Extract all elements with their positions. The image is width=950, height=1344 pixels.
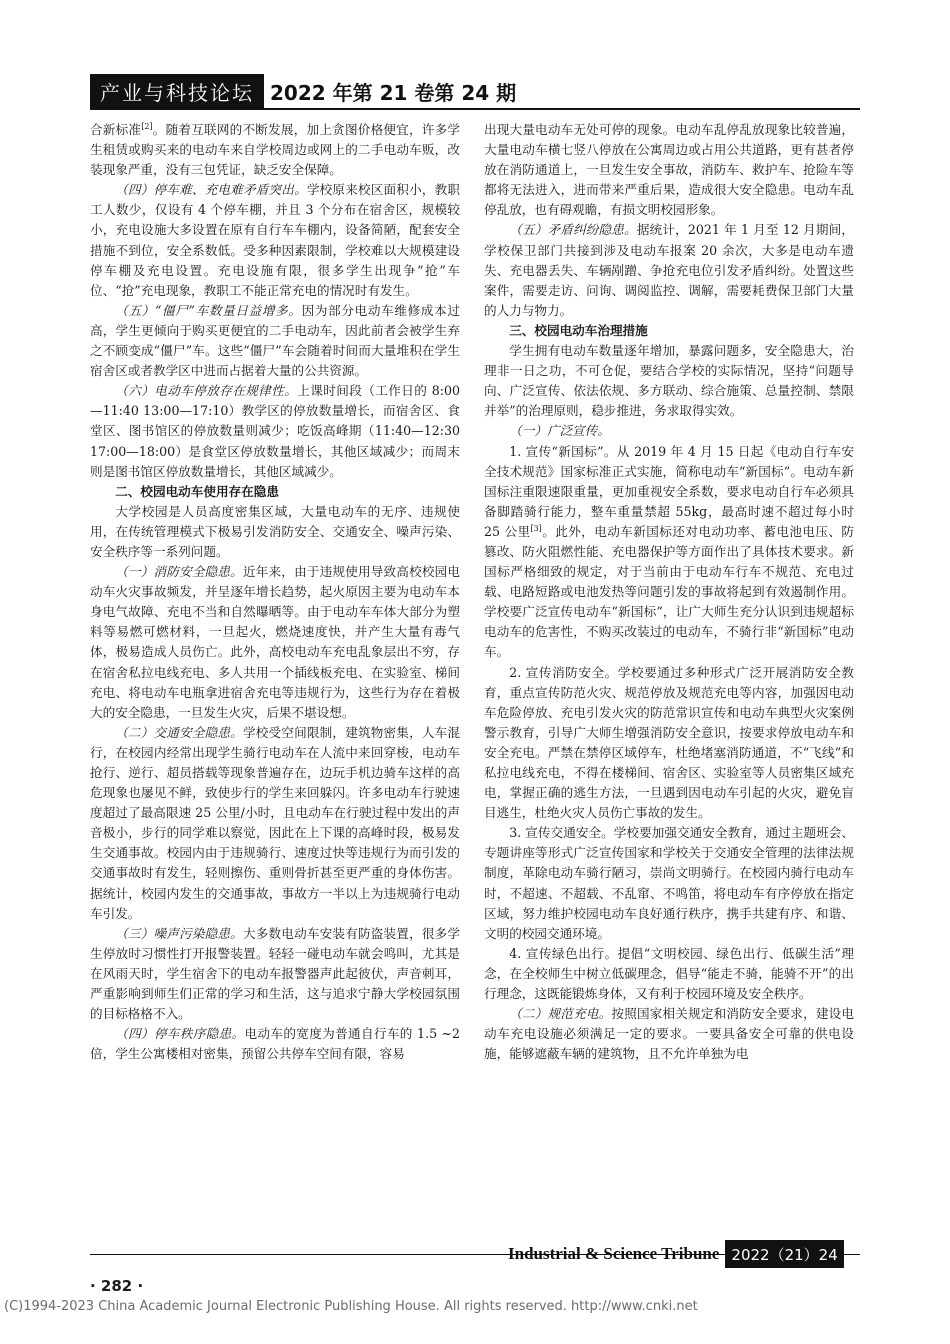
subheading: （三）噪声污染隐患。 xyxy=(115,925,243,941)
footer-issue: 2022（21）24 xyxy=(725,1240,843,1268)
journal-title: 产业与科技论坛 xyxy=(90,74,264,108)
issue-label: 2022 年第 21 卷第 24 期 xyxy=(270,80,517,105)
left-column xyxy=(90,120,460,1064)
paragraph: 4. 宣传绿色出行。提倡“文明校园、绿色出行、低碳生活”理念，在全校师生中树立低碳理念，倡导“能走不骑，能骑不开”的出行理念，这既能锻炼身体，又有利于校园环境及安全秩序。 xyxy=(484,945,854,1002)
section-heading: 二、校园电动车使用存在隐患 xyxy=(115,483,279,499)
subheading: （二）规范充电。 xyxy=(509,1006,612,1022)
paragraph: （一）消防安全隐患。近年来，由于违规使用导致高校校园电动车火灾事故频发，并呈逐年增长趋势，起火原因主要为电动车本身电气故障、充电不当和自然曝晒等。由于电动车车体大部分为塑料等易燃可燃材料，一旦起火，燃烧速度快，并产生大量有毒气体，极易造成人员伤亡。此外，高校电动车充电乱象层出不穷，存在宿舍私拉电线充电、多人共用一个插线板充电、在实验室、梯间充电、将电动车电瓶拿进宿舍充电等违规行为，这些行为存在着极大的安全隐患，一旦发生火灾，后果不堪设想。 xyxy=(90,564,461,720)
header-rule xyxy=(90,108,860,110)
citation[interactable]: [2] xyxy=(141,121,153,131)
subheading: （五）“僵尸”车数量日益增多。 xyxy=(115,302,302,318)
citation[interactable]: [3] xyxy=(530,523,542,533)
subheading: （二）交通安全隐患。 xyxy=(115,724,243,740)
paragraph: （五）“僵尸”车数量日益增多。因为部分电动车维修成本过高，学生更倾向于购买更便宜的二手电动车，因此前者会被学生弃之不顾变成“僵尸”车。这些“僵尸”车会随着时间而大量堆积在学生宿舍区或者教学区中进而占据着大量的公共资源。 xyxy=(90,302,460,379)
journal-english-title: Industrial & Science Tribune xyxy=(508,1244,720,1263)
paragraph: （四）停车难、充电难矛盾突出。学校原来校区面积小，教职工人数少，仅设有 4 个停车棚，并且 3 个分布在宿舍区，规模较小，充电设施大多设置在原有自行车车棚内，设备简陋，配套安全措施不到位，安全系数低。受多种因素限制，学校难以大规模建设停车棚及充电设置。充电设施有限，很多学生出现争“抢”车位、“抢”充电现象，教职工不能正常充电的情况时有发生。 xyxy=(90,182,461,298)
subheading: （四）停车秩序隐患。 xyxy=(115,1026,245,1042)
right-column xyxy=(484,120,854,1064)
paragraph: （五）矛盾纠纷隐患。据统计，2021 年 1 月至 12 月期间，学校保卫部门共接到涉及电动车报案 20 余次，大多是电动车遗失、充电器丢失、车辆剐蹭、争抢充电位引发矛盾纠纷。处置这些案件，需要走访、问询、调阅监控、调解，需要耗费保卫部门大量的人力与物力。 xyxy=(484,222,855,318)
paragraph: 2. 宣传消防安全。学校要通过多种形式广泛开展消防安全教育，重点宣传防范火灾、规范停放及规范充电等内容，加强因电动车危险停放、充电引发火灾的防范常识宣传和电动车典型火灾案例警示教育，引导广大师生增强消防安全意识，按要求停放电动车和安全充电。严禁在禁停区域停车，杜绝堵塞消防通道，不“飞线”和私拉电线充电，不得在楼梯间、宿舍区、实验室等人员密集区域充电，掌握正确的逃生方法，一旦遇到因电动车引起的火灾，避免盲目逃生，杜绝火灾人员伤亡事故的发生。 xyxy=(484,664,854,821)
footer-journal xyxy=(508,1240,844,1268)
journal-header xyxy=(90,74,516,108)
copyright-line: (C)1994-2023 China Academic Journal Electronic Publishing House. All rights reserved. http://www.cnki.net xyxy=(4,1299,698,1314)
subheading: （六）电动车停放存在规律性。 xyxy=(115,383,298,399)
subheading: （一）消防安全隐患。 xyxy=(115,564,243,580)
section-heading: 三、校园电动车治理措施 xyxy=(509,322,648,338)
paragraph: 合新标准[2]。随着互联网的不断发展，加上贪图价格便宜，许多学生租赁或购买来的电动车来自学校周边或网上的二手电动车贩，改装现象严重，没有三包凭证，缺乏安全保障。 xyxy=(90,121,461,178)
paragraph: （六）电动车停放存在规律性。上课时间段（工作日的 8:00—11:40 13:00—17:10）教学区的停放数量增长，而宿舍区、食堂区、图书馆区的停放数量则减少；吃饭高峰期（11:40—12:30 17:00—18:00）是食堂区停放数量增长，其他区域减少；而周末则是图书馆区停放数量增长，其他区域减少。 xyxy=(90,383,460,479)
paragraph: （二）交通安全隐患。学校受空间限制，建筑物密集，人车混行，在校园内经常出现学生骑行电动车在人流中来回穿梭，电动车抢行、逆行、超员搭载等现象普遍存在，边玩手机边骑车这样的高危现象也屡见不鲜，致使步行的学生来回躲闪。许多电动车行驶速度超过了最高限速 25 公里/小时，且电动车在行驶过程中发出的声音极小，步行的同学难以察觉，因此在上下课的高峰时段，极易发生交通事故。校园内由于违规骑行、速度过快等违规行为而引发的交通事故时有发生，轻则擦伤、重则骨折甚至更严重的身体伤害。据统计，校园内发生的交通事故，事故方一半以上为违规骑行电动车引发。 xyxy=(90,724,461,921)
paragraph: 1. 宣传“新国标”。从 2019 年 4 月 15 日起《电动自行车安全技术规范》国家标准正式实施，简称电动车“新国标”。电动车新国标注重限速限重量，更加重视安全系数，要求电动自行车必须具备脚踏骑行能力，整车重量禁超 55kg，最高时速不超过每小时 25 公里[3]。此外，电动车新国标还对电动功率、蓄电池电压、防篡改、防火阻燃性能、充电器保护等方面作出了具体技术要求。新国标严格细致的规定，对于当前由于电动车行车不规范、充电过载、电路短路或电池发热等问题引发的事故将起到有效遏制作用。学校要广泛宣传电动车“新国标”，让广大师生充分认识到违规超标电动车的危害性，不购买改装过的电动车，不骑行非“新国标”电动车。 xyxy=(484,443,855,660)
paragraph: 大学校园是人员高度密集区域，大量电动车的无序、违规使用，在传统管理模式下极易引发消防安全、交通安全、噪声污染、安全秩序等一系列问题。 xyxy=(90,503,460,559)
paragraph: 出现大量电动车无处可停的现象。电动车乱停乱放现象比较普遍，大量电动车横七竖八停放在公寓周边或占用公共道路，更有甚者停放在消防通道上，一旦发生安全事故，消防车、救护车、抢险车等都将无法进入，进而带来严重后果，造成很大安全隐患。电动车乱停乱放，也有碍观瞻，有损文明校园形象。 xyxy=(484,122,854,218)
subheading: （五）矛盾纠纷隐患。 xyxy=(509,222,637,238)
paragraph: 3. 宣传交通安全。学校要加强交通安全教育，通过主题班会、专题讲座等形式广泛宣传国家和学校关于交通安全管理的法律法规制度，革除电动车骑行陋习，崇尚文明骑行。在校园内骑行电动车时，不超速、不超载、不乱窜、不鸣笛，将电动车有序停放在指定区域，努力维护校园电动车良好通行秩序，携手共建有序、和谐、文明的校园交通环境。 xyxy=(484,825,854,941)
paragraph: （四）停车秩序隐患。电动车的宽度为普通自行车的 1.5 ~2 倍，学生公寓楼相对密集，预留公共停车空间有限，容易 xyxy=(90,1026,460,1062)
paragraph: （二）规范充电。按照国家相关规定和消防安全要求，建设电动车充电设施必须满足一定的要求。一要具备安全可靠的供电设施，能够遮蔽车辆的建筑物，且不允许单独为电 xyxy=(484,1006,855,1062)
paragraph: （三）噪声污染隐患。大多数电动车安装有防盗装置，很多学生停放时习惯性打开报警装置。轻轻一碰电动车就会鸣叫，尤其是在风雨天时，学生宿舍下的电动车报警器声此起彼伏，声音刺耳，严重影响到师生们正常的学习和生活，这与追求宁静大学校园氛围的目标格格不入。 xyxy=(90,925,461,1022)
page-number: · 282 · xyxy=(90,1277,144,1295)
subheading: （四）停车难、充电难矛盾突出。 xyxy=(115,182,307,198)
subheading: （一）广泛宣传。 xyxy=(509,423,610,439)
paragraph: 学生拥有电动车数量逐年增加，暴露问题多，安全隐患大，治理非一日之功，不可仓促，要结合学校的实际情况，坚持“问题导向、广泛宣传、依法依规、多方联动、综合施策、总量控制、禁限并举”的治理原则，稳步推进，务求取得实效。 xyxy=(484,343,854,419)
